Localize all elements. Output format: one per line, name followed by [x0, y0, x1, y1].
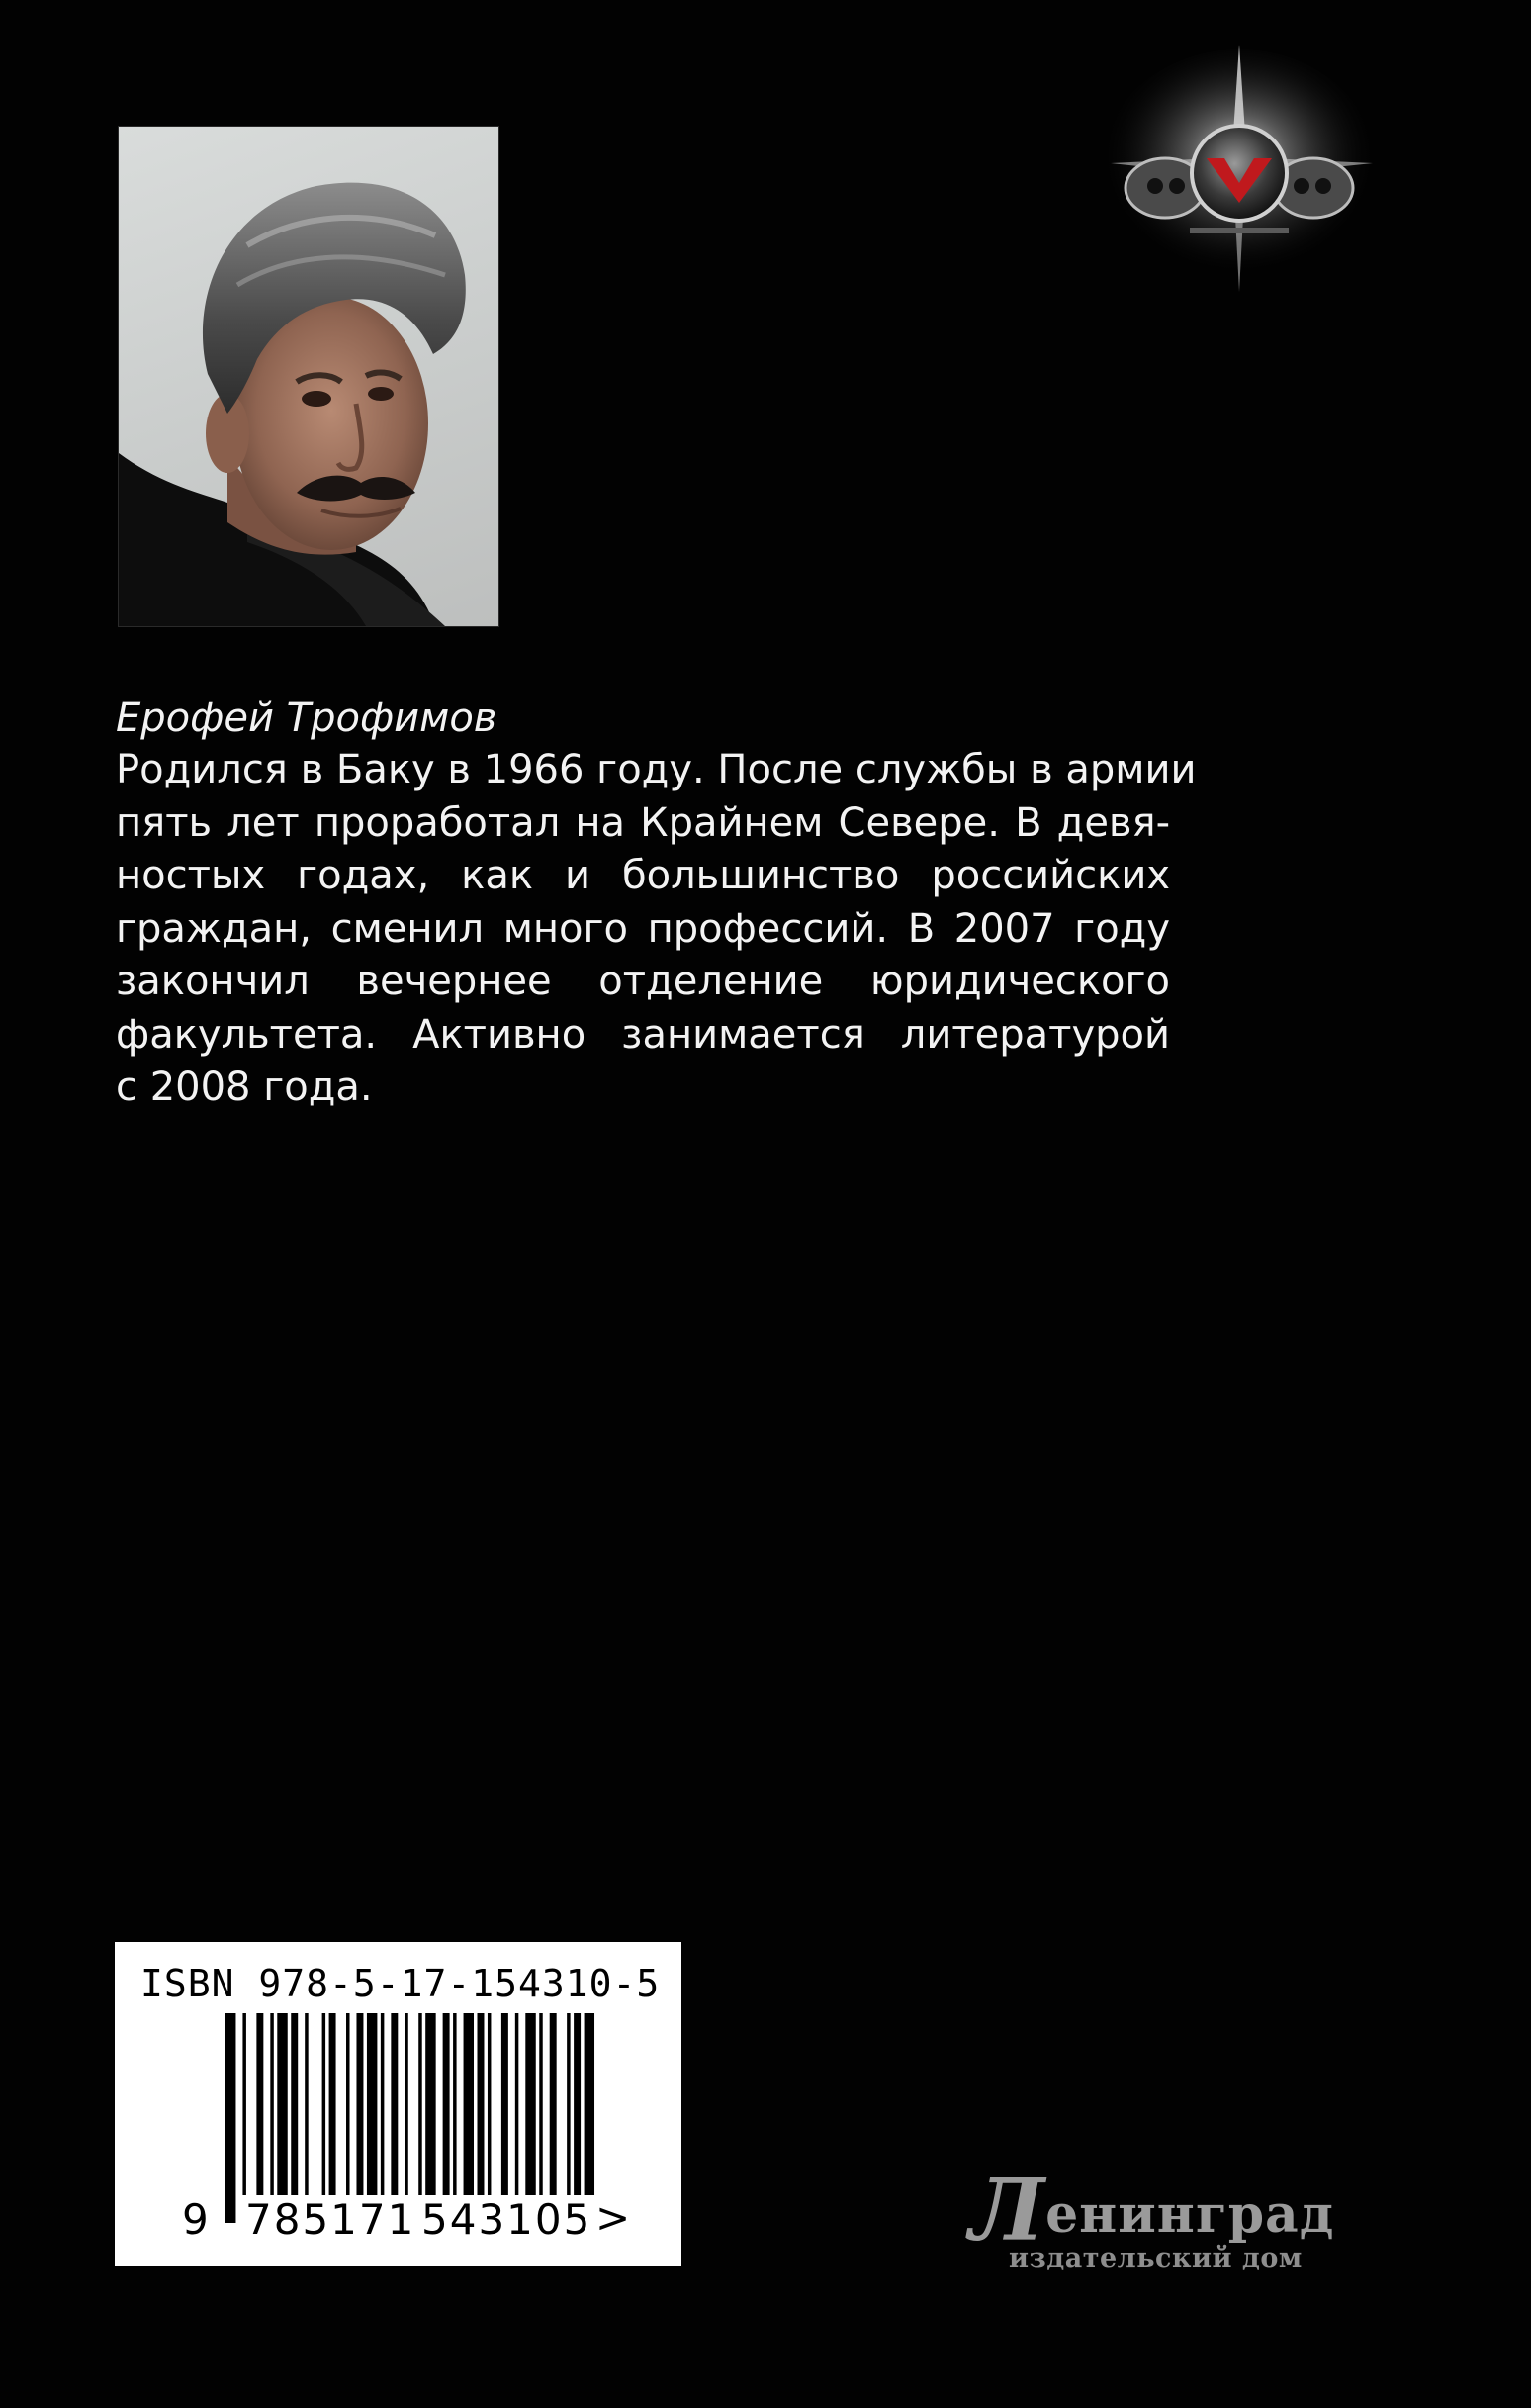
barcode-bar	[346, 2013, 349, 2201]
barcode-bar	[567, 2013, 570, 2201]
publisher-name-rest: енинград	[1045, 2184, 1335, 2245]
bio-line: факультета. Активно занимается литературой	[116, 1011, 1170, 1058]
barcode-bar	[256, 2013, 263, 2201]
barcode-bar	[478, 2013, 485, 2201]
barcode-bar	[515, 2013, 518, 2201]
ean-first-digit: 9	[182, 2195, 209, 2244]
barcode-bar	[453, 2013, 456, 2201]
bio-line: закончил вечернее отделение юридического	[116, 959, 1170, 1004]
bio-line: ностых годах, как и большинство российских	[116, 853, 1170, 898]
barcode-bar	[488, 2013, 491, 2201]
barcode-bar	[585, 2013, 594, 2223]
barcode-bar	[270, 2013, 273, 2201]
publisher-initial: Л	[969, 2161, 1046, 2261]
author-section	[116, 693, 1197, 1115]
barcode-bar	[381, 2013, 384, 2201]
barcode-bar	[291, 2013, 298, 2201]
barcode-bar	[367, 2013, 377, 2201]
bio-line: пять лет проработал на Крайнем Севере. В девя-	[116, 799, 1170, 846]
ean-quiet-zone-arrow: >	[595, 2193, 631, 2242]
barcode-bar	[539, 2013, 542, 2201]
barcode-bar	[225, 2013, 235, 2223]
ean-group-right: 543105	[417, 2195, 595, 2244]
barcode-bar	[550, 2013, 557, 2201]
barcode-bar	[501, 2013, 508, 2201]
barcode-bar	[242, 2013, 245, 2223]
publisher-subtitle: издательский дом	[1009, 2243, 1303, 2273]
barcode-bar	[305, 2013, 308, 2201]
ean-group-left: 785171	[241, 2195, 419, 2244]
barcode-bar	[405, 2013, 407, 2201]
barcode-bar	[525, 2013, 535, 2201]
author-photo	[119, 127, 498, 626]
isbn-label: ISBN 978-5-17-154310-5	[140, 1962, 661, 2005]
bio-line: Родился в Баку в 1966 году. После службы в армии	[116, 747, 1197, 792]
author-biography	[116, 744, 1197, 1115]
barcode-bar	[443, 2013, 450, 2201]
barcode-bar	[425, 2013, 435, 2201]
barcode-bar	[277, 2013, 287, 2201]
barcode-bar	[574, 2013, 581, 2223]
barcode-bar	[356, 2013, 363, 2201]
bio-line: с 2008 года.	[116, 1065, 373, 1110]
isbn-barcode-panel	[115, 1942, 681, 2266]
barcode-bar	[329, 2013, 336, 2201]
barcode-bar	[418, 2013, 421, 2223]
series-emblem-icon	[1096, 40, 1383, 307]
publisher-logo	[969, 2161, 1355, 2290]
barcode-bar	[322, 2013, 325, 2201]
barcode-bar	[464, 2013, 474, 2201]
author-name: Ерофей Трофимов	[116, 695, 497, 741]
bio-line: граждан, сменил много профессий. В 2007 году	[116, 905, 1170, 952]
barcode-bar	[391, 2013, 398, 2201]
